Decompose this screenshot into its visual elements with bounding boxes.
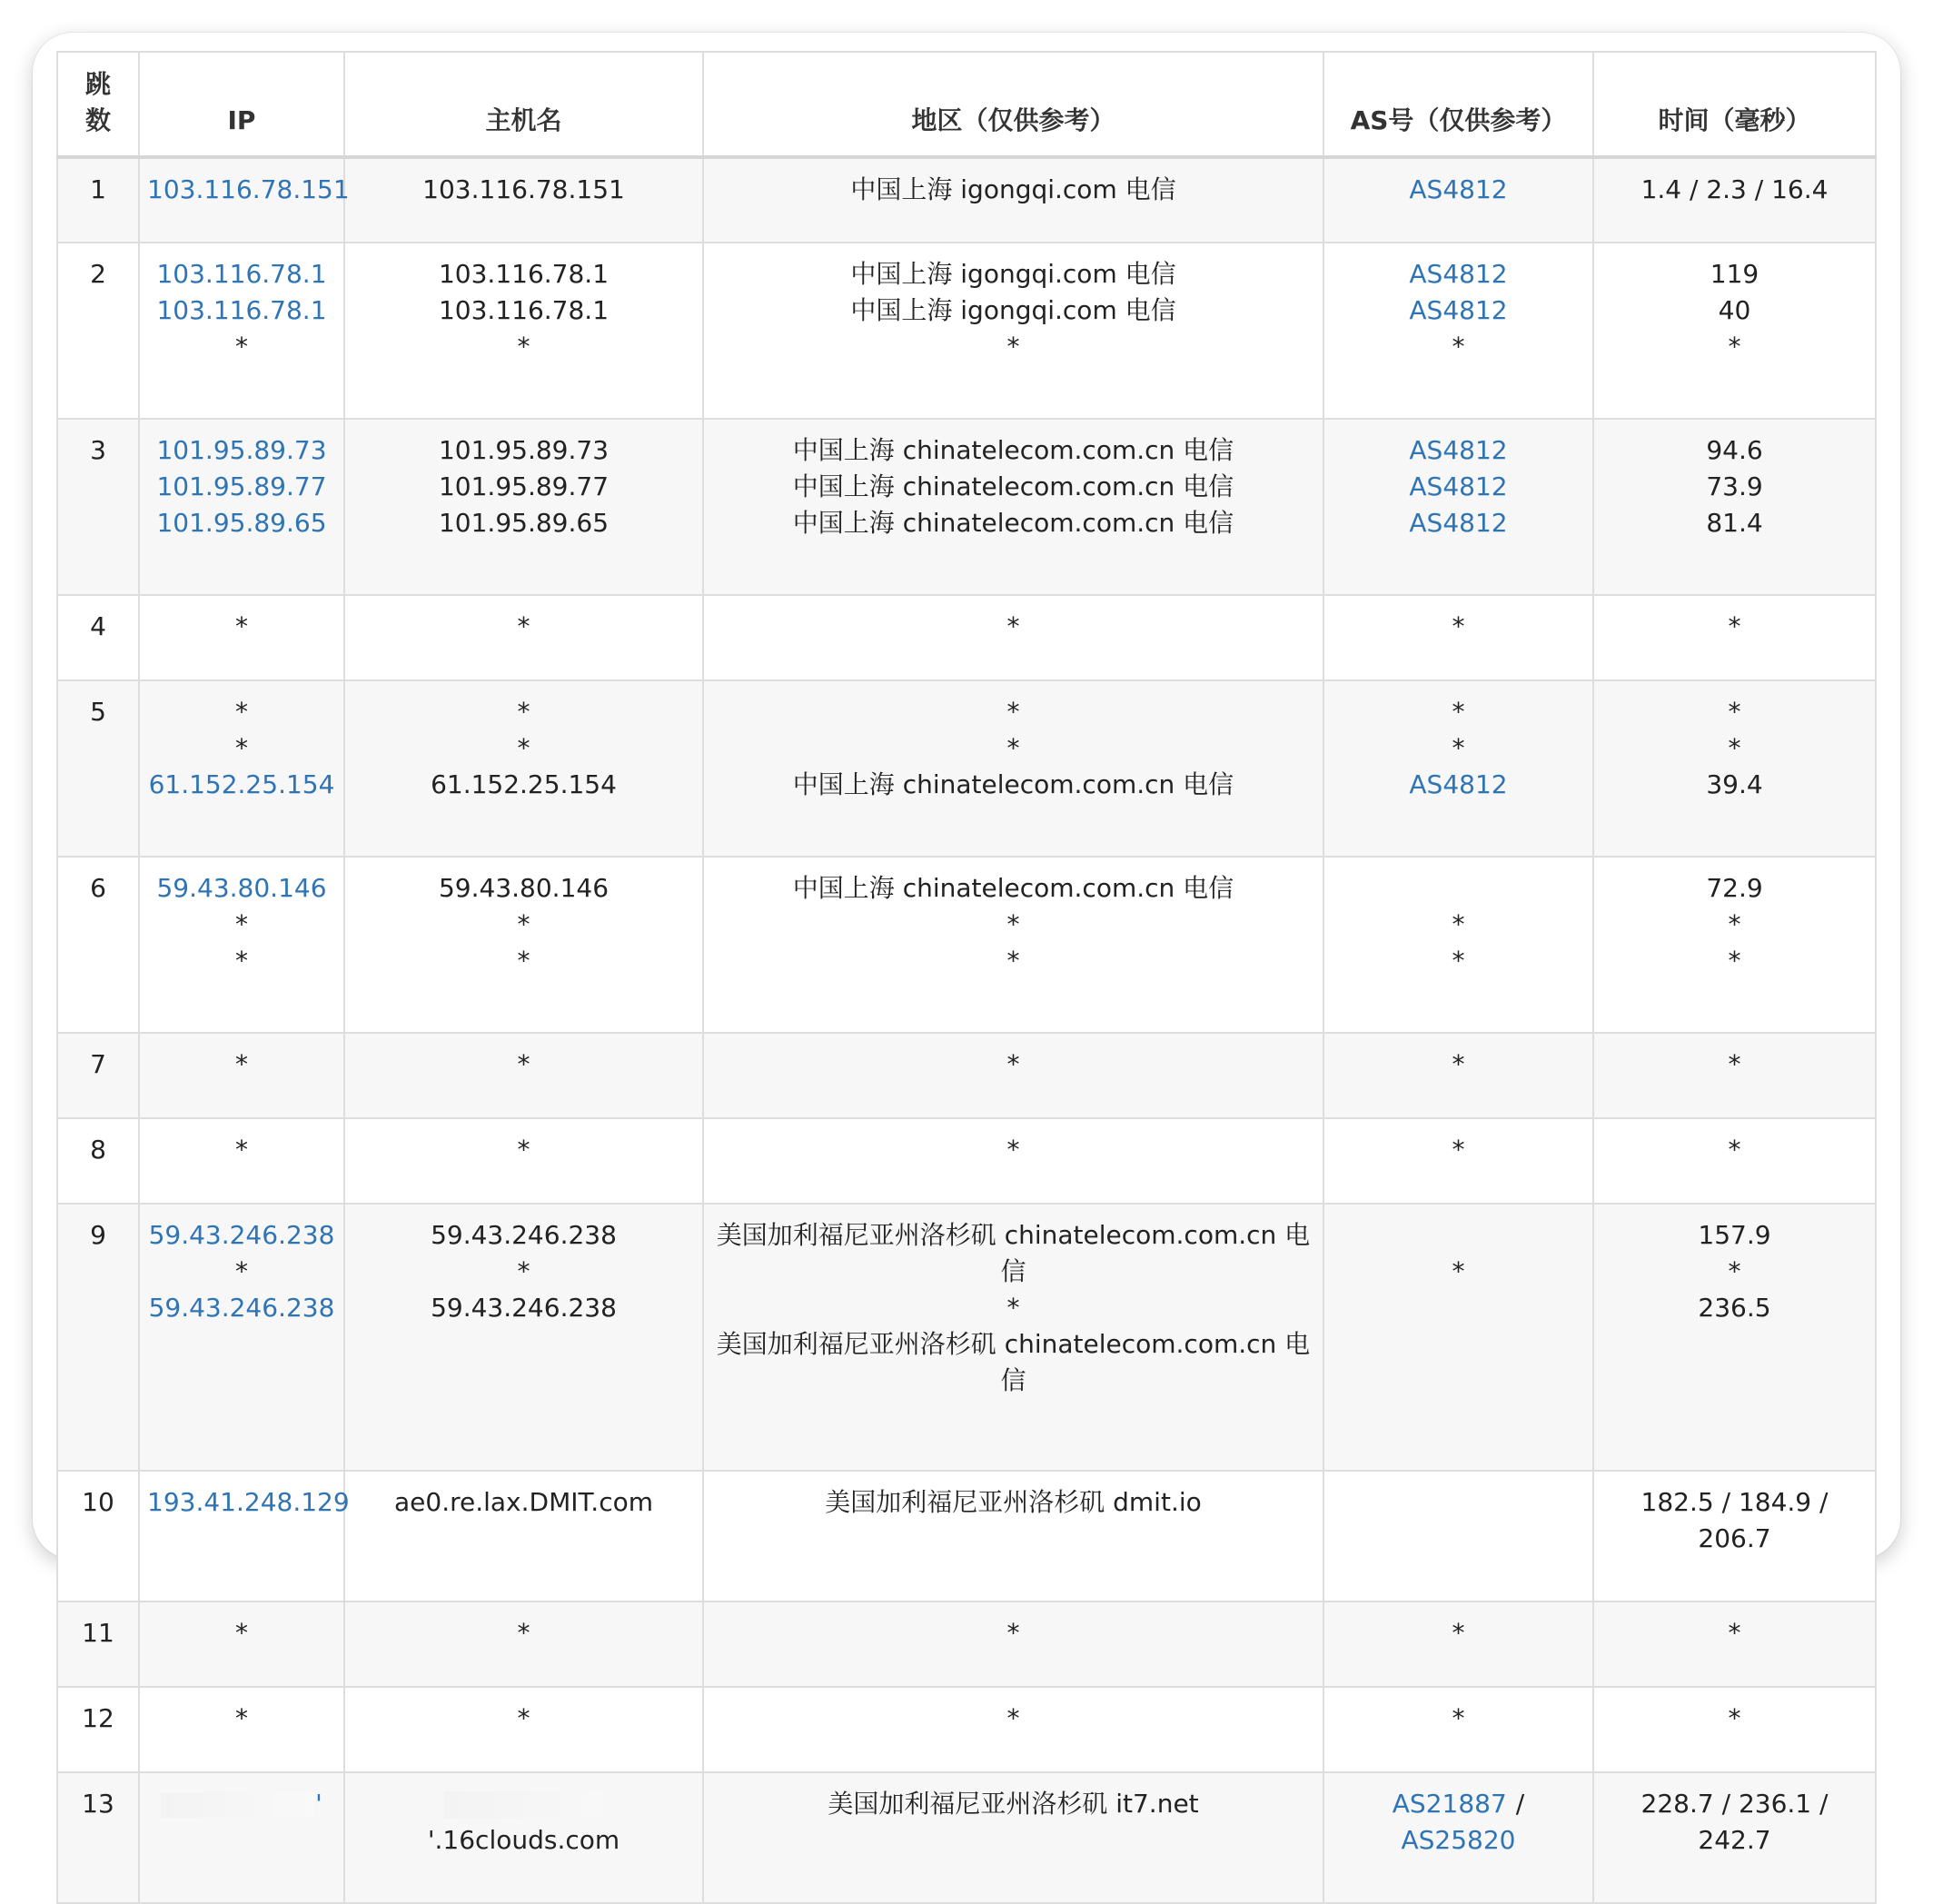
asn-link[interactable]: AS4812 bbox=[1409, 174, 1508, 204]
ip-line: * bbox=[235, 1049, 248, 1079]
time-line: * bbox=[1728, 909, 1741, 939]
hop-cell bbox=[57, 1118, 139, 1204]
ip-cell bbox=[139, 680, 344, 857]
hostname-line: * bbox=[517, 1049, 530, 1079]
table-row bbox=[57, 1687, 1876, 1772]
time-line: 39.4 bbox=[1706, 769, 1763, 799]
time-line: * bbox=[1728, 697, 1741, 727]
ip-cell bbox=[139, 595, 344, 680]
header-ip: IP bbox=[139, 52, 344, 157]
asn-separator: / bbox=[1515, 1789, 1525, 1819]
header-asn: AS号（仅供参考） bbox=[1323, 52, 1593, 157]
ip-line: * bbox=[235, 1135, 248, 1165]
region-line: 美国加利福尼亚州洛杉矶 chinatelecom.com.cn 电 bbox=[716, 1220, 1311, 1250]
asn-empty bbox=[1332, 1217, 1585, 1254]
region-line: 信 bbox=[1000, 1365, 1026, 1395]
ip-line bbox=[147, 172, 350, 208]
ip-cell bbox=[139, 157, 350, 243]
asn-link[interactable]: AS4812 bbox=[1409, 259, 1508, 289]
time-cell bbox=[1593, 857, 1876, 1033]
header-hop bbox=[57, 52, 139, 157]
ip-line bbox=[147, 1217, 336, 1254]
table-row bbox=[57, 1033, 1876, 1118]
asn-line bbox=[1332, 256, 1585, 293]
asn-line: * bbox=[1452, 909, 1465, 939]
region-line: * bbox=[1006, 909, 1020, 939]
time-line: * bbox=[1728, 1135, 1741, 1165]
ip-cell bbox=[139, 857, 344, 1033]
time-line: * bbox=[1728, 946, 1741, 976]
time-cell bbox=[1593, 1033, 1876, 1118]
table-body bbox=[57, 157, 1876, 1903]
ip-link[interactable]: 59.43.80.146 bbox=[156, 873, 327, 903]
hostname-line: * bbox=[517, 909, 530, 939]
region-line: 美国加利福尼亚州洛杉矶 chinatelecom.com.cn 电 bbox=[716, 1329, 1311, 1359]
hostname-cell bbox=[344, 1687, 703, 1772]
ip-link[interactable]: 59.43.246.238 bbox=[148, 1293, 335, 1323]
hostname-line: 103.116.78.1 bbox=[438, 259, 610, 289]
hostname-line: * bbox=[517, 1256, 530, 1286]
asn-cell bbox=[1323, 1033, 1593, 1118]
hop-number: 1 bbox=[90, 174, 106, 204]
table-row bbox=[57, 1471, 1876, 1602]
hostname-line: * bbox=[517, 946, 530, 976]
hostname-line: 59.43.246.238 bbox=[431, 1220, 617, 1250]
asn-line bbox=[1332, 432, 1585, 469]
asn-empty bbox=[1332, 1484, 1585, 1521]
hostname-line: 59.43.80.146 bbox=[438, 873, 610, 903]
ip-cell bbox=[139, 243, 344, 419]
ip-link[interactable]: 193.41.248.129 bbox=[147, 1487, 350, 1517]
asn-link[interactable]: AS21887 bbox=[1392, 1789, 1507, 1819]
hostname-line: 103.116.78.151 bbox=[422, 174, 625, 204]
asn-line bbox=[1332, 505, 1585, 541]
ip-line: * bbox=[235, 697, 248, 727]
ip-cell bbox=[139, 1033, 344, 1118]
asn-line bbox=[1332, 172, 1585, 208]
asn-link[interactable]: AS4812 bbox=[1409, 471, 1508, 501]
hop-cell bbox=[57, 1772, 139, 1903]
time-line: 81.4 bbox=[1706, 508, 1763, 538]
table-row bbox=[57, 680, 1876, 857]
asn-line: * bbox=[1452, 1049, 1465, 1079]
hostname-line: 101.95.89.65 bbox=[438, 508, 610, 538]
hop-number: 3 bbox=[90, 435, 106, 465]
hop-cell bbox=[57, 419, 139, 595]
ip-redacted-text: ' bbox=[315, 1789, 322, 1819]
time-line: 40 bbox=[1718, 295, 1751, 325]
region-line: 美国加利福尼亚州洛杉矶 dmit.io bbox=[825, 1487, 1202, 1517]
time-line: * bbox=[1728, 1049, 1741, 1079]
asn-link[interactable]: AS25820 bbox=[1401, 1825, 1516, 1855]
hostname-line: * bbox=[517, 1618, 530, 1648]
time-line: * bbox=[1728, 332, 1741, 362]
ip-link[interactable]: 103.116.78.151 bbox=[147, 174, 350, 204]
time-cell bbox=[1593, 1687, 1876, 1772]
hostname-text: '.16clouds.com bbox=[427, 1825, 620, 1855]
table-row bbox=[57, 243, 1876, 419]
time-line: * bbox=[1728, 733, 1741, 763]
hostname-cell bbox=[344, 1033, 703, 1118]
region-cell bbox=[703, 419, 1323, 595]
time-line: 236.5 bbox=[1698, 1293, 1771, 1323]
asn-link[interactable]: AS4812 bbox=[1409, 769, 1508, 799]
hostname-cell bbox=[344, 595, 703, 680]
region-cell bbox=[703, 1687, 1323, 1772]
hop-cell bbox=[57, 243, 139, 419]
table-row bbox=[57, 419, 1876, 595]
time-cell bbox=[1593, 1118, 1876, 1204]
ip-line bbox=[147, 432, 336, 469]
redaction-mask bbox=[161, 1792, 315, 1818]
region-line: * bbox=[1006, 697, 1020, 727]
ip-line: * bbox=[235, 909, 248, 939]
ip-cell bbox=[139, 1687, 344, 1772]
hop-number: 5 bbox=[90, 697, 106, 727]
hostname-line: * bbox=[517, 1135, 530, 1165]
hostname-cell bbox=[344, 157, 703, 243]
time-cell bbox=[1593, 1204, 1876, 1471]
time-cell bbox=[1593, 680, 1876, 857]
hostname-line: 101.95.89.77 bbox=[438, 471, 610, 501]
region-cell bbox=[703, 1772, 1323, 1903]
ip-line: * bbox=[235, 1618, 248, 1648]
hop-number: 6 bbox=[90, 873, 106, 903]
ip-line bbox=[147, 505, 336, 541]
region-line: 中国上海 igongqi.com 电信 bbox=[850, 259, 1176, 289]
time-line: 72.9 bbox=[1706, 873, 1763, 903]
hostname-cell bbox=[344, 680, 703, 857]
region-cell bbox=[703, 1602, 1323, 1687]
hostname-cell bbox=[344, 1602, 703, 1687]
region-line: * bbox=[1006, 1135, 1020, 1165]
time-cell bbox=[1593, 1772, 1876, 1903]
asn-cell bbox=[1323, 419, 1593, 595]
region-line: * bbox=[1006, 332, 1020, 362]
region-line: * bbox=[1006, 946, 1020, 976]
hop-cell bbox=[57, 857, 139, 1033]
ip-cell bbox=[139, 1471, 350, 1602]
asn-cell bbox=[1323, 157, 1593, 243]
header-hop-char-1: 跳 bbox=[84, 69, 111, 99]
hop-number: 11 bbox=[82, 1618, 114, 1648]
hostname-cell bbox=[344, 1118, 703, 1204]
asn-line bbox=[1332, 1786, 1585, 1822]
asn-link[interactable]: AS4812 bbox=[1409, 295, 1508, 325]
hop-cell bbox=[57, 1602, 139, 1687]
hostname-cell bbox=[344, 857, 703, 1033]
asn-link[interactable]: AS4812 bbox=[1409, 435, 1508, 465]
time-line: 228.7 / 236.1 / bbox=[1641, 1789, 1829, 1819]
asn-cell bbox=[1323, 1602, 1593, 1687]
region-line: 中国上海 chinatelecom.com.cn 电信 bbox=[792, 435, 1234, 465]
hostname-line: 59.43.246.238 bbox=[431, 1293, 617, 1323]
hostname-line: * bbox=[517, 697, 530, 727]
time-line: 94.6 bbox=[1706, 435, 1763, 465]
region-line: 美国加利福尼亚州洛杉矶 it7.net bbox=[828, 1789, 1199, 1819]
table-row bbox=[57, 1602, 1876, 1687]
asn-line: * bbox=[1452, 1135, 1465, 1165]
hostname-line: 103.116.78.1 bbox=[438, 295, 610, 325]
region-line: * bbox=[1006, 733, 1020, 763]
asn-cell bbox=[1323, 1204, 1593, 1471]
ip-line: * bbox=[235, 1256, 248, 1286]
time-line: 119 bbox=[1710, 259, 1760, 289]
asn-cell bbox=[1323, 857, 1593, 1033]
ip-link[interactable]: 103.116.78.1 bbox=[156, 295, 327, 325]
region-cell bbox=[703, 595, 1323, 680]
region-line: * bbox=[1006, 1618, 1020, 1648]
hop-cell bbox=[57, 157, 139, 243]
time-line: 157.9 bbox=[1698, 1220, 1771, 1250]
ip-line: * bbox=[235, 611, 248, 641]
asn-cell bbox=[1323, 1118, 1593, 1204]
asn-line bbox=[1332, 293, 1585, 329]
time-cell bbox=[1593, 1471, 1876, 1602]
time-line: * bbox=[1728, 1256, 1741, 1286]
region-line: * bbox=[1006, 1703, 1020, 1733]
table-row bbox=[57, 1772, 1876, 1903]
hop-number: 9 bbox=[90, 1220, 106, 1250]
hostname-cell bbox=[344, 1772, 703, 1903]
ip-cell bbox=[139, 1772, 344, 1903]
asn-cell bbox=[1323, 1772, 1593, 1903]
asn-line: * bbox=[1452, 1256, 1465, 1286]
table-row bbox=[57, 157, 1876, 243]
region-cell bbox=[703, 1033, 1323, 1118]
asn-cell bbox=[1323, 1687, 1593, 1772]
region-cell bbox=[703, 1118, 1323, 1204]
time-line: * bbox=[1728, 1703, 1741, 1733]
asn-cell bbox=[1323, 595, 1593, 680]
ip-line bbox=[147, 469, 336, 505]
asn-line: * bbox=[1452, 946, 1465, 976]
time-cell bbox=[1593, 243, 1876, 419]
region-cell bbox=[703, 680, 1323, 857]
ip-cell bbox=[139, 1118, 344, 1204]
region-line: 中国上海 igongqi.com 电信 bbox=[850, 295, 1176, 325]
region-cell bbox=[703, 857, 1323, 1033]
ip-line: * bbox=[235, 733, 248, 763]
hop-number: 8 bbox=[90, 1135, 106, 1165]
ip-line: * bbox=[235, 946, 248, 976]
asn-line: * bbox=[1452, 733, 1465, 763]
time-line: 242.7 bbox=[1698, 1825, 1771, 1855]
hostname-cell bbox=[344, 1204, 703, 1471]
time-cell bbox=[1593, 419, 1876, 595]
table-row bbox=[57, 1118, 1876, 1204]
hostname-line: * bbox=[517, 1703, 530, 1733]
asn-line: * bbox=[1452, 1703, 1465, 1733]
hostname-line: 101.95.89.73 bbox=[438, 435, 610, 465]
hostname-line: * bbox=[517, 611, 530, 641]
time-cell bbox=[1593, 1602, 1876, 1687]
table-row bbox=[57, 1204, 1876, 1471]
hostname-line: 61.152.25.154 bbox=[431, 769, 617, 799]
hop-number: 4 bbox=[90, 611, 106, 641]
hop-cell bbox=[57, 1033, 139, 1118]
ip-line bbox=[147, 293, 336, 329]
region-line: * bbox=[1006, 1293, 1020, 1323]
region-line: 信 bbox=[1000, 1256, 1026, 1286]
region-line: 中国上海 chinatelecom.com.cn 电信 bbox=[792, 471, 1234, 501]
asn-line bbox=[1332, 1822, 1585, 1859]
region-cell bbox=[703, 1471, 1323, 1602]
hop-number: 10 bbox=[82, 1487, 114, 1517]
table-header-row bbox=[57, 52, 1876, 157]
hop-number: 7 bbox=[90, 1049, 106, 1079]
hostname-line: * bbox=[517, 733, 530, 763]
time-line: 73.9 bbox=[1706, 471, 1763, 501]
hop-cell bbox=[57, 595, 139, 680]
hop-cell bbox=[57, 1204, 139, 1471]
traceroute-table bbox=[56, 51, 1877, 1904]
hop-cell bbox=[57, 680, 139, 857]
time-line: 1.4 / 2.3 / 16.4 bbox=[1641, 174, 1829, 204]
header-region: 地区（仅供参考） bbox=[703, 52, 1323, 157]
asn-cell bbox=[1323, 680, 1593, 857]
time-cell bbox=[1593, 595, 1876, 680]
ip-link[interactable]: 101.95.89.73 bbox=[156, 435, 327, 465]
redaction-mask bbox=[444, 1791, 604, 1819]
ip-link[interactable]: 101.95.89.77 bbox=[156, 471, 327, 501]
region-line: 中国上海 chinatelecom.com.cn 电信 bbox=[792, 873, 1234, 903]
asn-line bbox=[1332, 469, 1585, 505]
hop-number: 12 bbox=[82, 1703, 114, 1733]
region-line: 中国上海 igongqi.com 电信 bbox=[850, 174, 1176, 204]
ip-line: * bbox=[235, 1703, 248, 1733]
ip-cell bbox=[139, 419, 344, 595]
hop-number: 13 bbox=[82, 1789, 114, 1819]
time-line: * bbox=[1728, 1618, 1741, 1648]
hop-cell bbox=[57, 1471, 139, 1602]
hostname-cell bbox=[344, 419, 703, 595]
region-line: 中国上海 chinatelecom.com.cn 电信 bbox=[792, 769, 1234, 799]
traceroute-card bbox=[33, 33, 1900, 1855]
asn-cell bbox=[1323, 1471, 1593, 1602]
ip-line bbox=[147, 767, 336, 803]
hop-number: 2 bbox=[90, 259, 106, 289]
ip-link[interactable]: 103.116.78.1 bbox=[156, 259, 327, 289]
table-row bbox=[57, 857, 1876, 1033]
asn-line: * bbox=[1452, 697, 1465, 727]
hostname-cell bbox=[344, 243, 703, 419]
header-hop-char-2: 数 bbox=[84, 105, 111, 135]
hop-cell bbox=[57, 1687, 139, 1772]
region-cell bbox=[703, 157, 1323, 243]
ip-line bbox=[147, 256, 336, 293]
hostname-line: ae0.re.lax.DMIT.com bbox=[394, 1487, 653, 1517]
hostname-cell bbox=[344, 1471, 703, 1602]
ip-link[interactable]: 101.95.89.65 bbox=[156, 508, 327, 538]
asn-line: * bbox=[1452, 332, 1465, 362]
region-cell bbox=[703, 243, 1323, 419]
time-line: 182.5 / 184.9 / bbox=[1641, 1487, 1829, 1517]
ip-line: * bbox=[235, 332, 248, 362]
asn-cell bbox=[1323, 243, 1593, 419]
table-row bbox=[57, 595, 1876, 680]
header-time: 时间（毫秒） bbox=[1593, 52, 1876, 157]
ip-line bbox=[147, 1290, 336, 1326]
time-line: * bbox=[1728, 611, 1741, 641]
region-cell bbox=[703, 1204, 1323, 1471]
asn-line bbox=[1332, 767, 1585, 803]
asn-empty bbox=[1332, 870, 1585, 907]
asn-line: * bbox=[1452, 611, 1465, 641]
asn-line: * bbox=[1452, 1618, 1465, 1648]
time-cell bbox=[1593, 157, 1876, 243]
asn-link[interactable]: AS4812 bbox=[1409, 508, 1508, 538]
hostname-redacted bbox=[352, 1786, 695, 1859]
ip-redacted bbox=[147, 1786, 336, 1822]
region-line: * bbox=[1006, 611, 1020, 641]
region-line: 中国上海 chinatelecom.com.cn 电信 bbox=[792, 508, 1234, 538]
ip-link[interactable]: 61.152.25.154 bbox=[148, 769, 335, 799]
region-line: * bbox=[1006, 1049, 1020, 1079]
hostname-line: * bbox=[517, 332, 530, 362]
ip-link[interactable]: 59.43.246.238 bbox=[148, 1220, 335, 1250]
ip-line bbox=[147, 1484, 350, 1521]
ip-cell bbox=[139, 1602, 344, 1687]
ip-cell bbox=[139, 1204, 344, 1471]
time-line: 206.7 bbox=[1698, 1523, 1771, 1553]
ip-line bbox=[147, 870, 336, 907]
header-hostname: 主机名 bbox=[344, 52, 703, 157]
